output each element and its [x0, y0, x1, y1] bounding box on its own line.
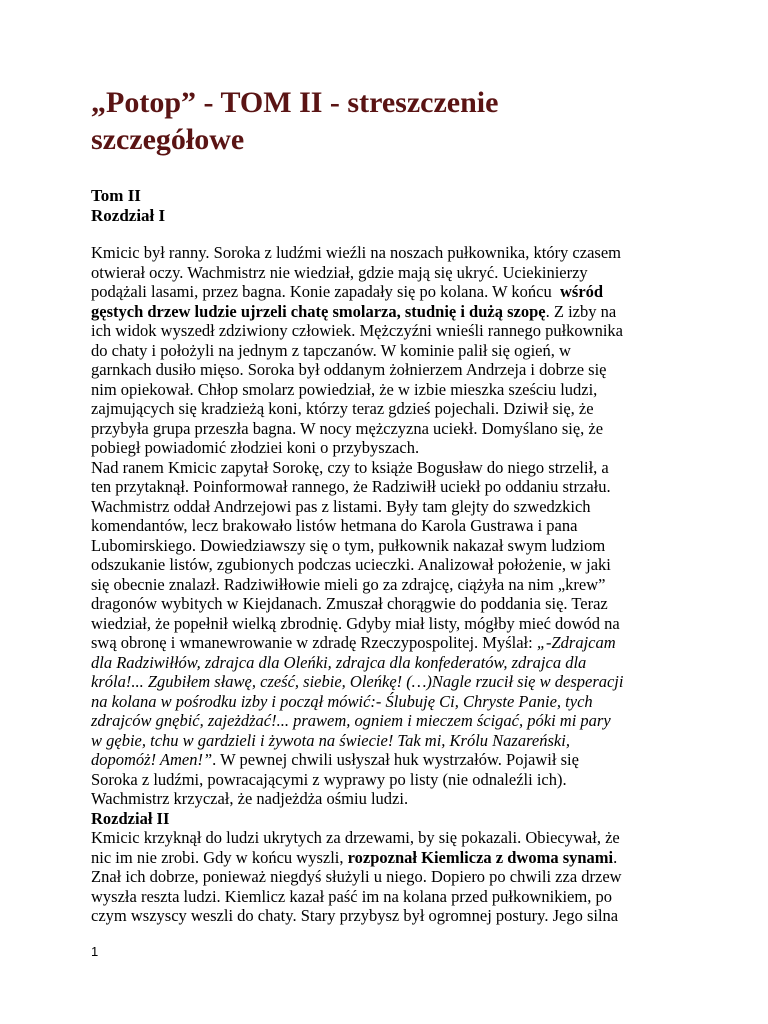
text-run: Kmicic krzyknął do ludzi ukrytych za drzewami, by się pokazali. Obiecywał, że: [91, 828, 620, 847]
bold-text: rozpoznał Kiemlicza z dwoma synami: [347, 847, 614, 867]
text-line: [91, 243, 768, 263]
text-line: [91, 516, 768, 536]
text-run: odszukanie listów, zgubionych podczas ucieczki. Analizował położenie, w jaki: [91, 555, 611, 574]
page-number: 1: [91, 944, 99, 959]
text-line: [91, 419, 768, 439]
text-run: wiedział, że popełnił wielką zbrodnię. Gdyby miał listy, mógłby mieć dowód na: [91, 613, 620, 633]
text-run: nic im nie zrobi. Gdy w końcu wyszli,: [91, 847, 348, 867]
text-line: [91, 438, 768, 458]
text-line: [91, 302, 768, 322]
text-run: komendantów, lecz brakowało listów hetmana do Karola Gustrawa i pana: [91, 516, 578, 535]
italic-text: zdrajców gnębić, zajeżdżać!... prawem, ogniem i mieczem ścigać, póki mi pary: [91, 711, 611, 730]
text-run: Soroka z ludźmi, powracającymi z wyprawy po listy (nie odnaleźli ich).: [91, 769, 567, 789]
italic-text: dopomóż! Amen!”: [91, 750, 213, 769]
text-run: . Z izby na: [545, 301, 617, 321]
italic-text: króla!... Zgubiłem sławę, cześć, siebie, Oleńkę! (…)Nagle rzucił się w desperacji: [91, 672, 624, 691]
text-line: [91, 477, 768, 497]
text-run: Znał ich dobrze, ponieważ niegdyś służyli u niego. Dopiero po chwili zza drzew: [91, 867, 622, 886]
text-line: [91, 263, 768, 283]
text-run: Kmicic był ranny. Soroka z ludźmi wieźli na noszach pułkownika, który czasem: [91, 243, 621, 262]
text-run: Lubomirskiego. Dowiedziawszy się o tym, pułkownik nakazał swym ludziom: [91, 535, 606, 555]
text-line: [91, 809, 768, 829]
text-line: [91, 536, 768, 556]
text-line: [91, 497, 768, 517]
text-line: [91, 906, 768, 926]
text-run: ich widok wyszedł zdziwiony człowiek. Mężczyźni wnieśli rannego pułkownika: [91, 321, 623, 340]
bold-text: Rozdział II: [91, 808, 170, 828]
text-line: [91, 731, 768, 751]
text-line: [91, 711, 768, 731]
text-line: [91, 750, 768, 770]
text-line: [91, 341, 768, 361]
text-line: [91, 867, 768, 887]
text-line: [91, 770, 768, 790]
text-line: [91, 399, 768, 419]
italic-text: w gębie, tchu w gardzieli i żywota na świecie! Tak mi, Królu Nazareński,: [91, 730, 570, 750]
volume-heading: Tom II: [91, 186, 141, 205]
text-line: [91, 672, 768, 692]
bold-text: gęstych drzew ludzie ujrzeli chatę smolarza, studnię i dużą szopę: [91, 301, 546, 321]
text-run: . W pewnej chwili usłyszał huk wystrzałów. Pojawił się: [212, 750, 579, 769]
text-run: zajmujących się kradzieżą koni, którzy teraz gdzieś pojechali. Dziwił się, że: [91, 399, 594, 418]
bold-text: wśród: [560, 282, 604, 301]
text-line: [91, 380, 768, 400]
text-line: [91, 575, 768, 595]
text-run: otwierał oczy. Wachmistrz nie wiedział, gdzie mają się ukryć. Uciekinierzy: [91, 262, 588, 282]
document-title: [91, 84, 731, 158]
text-line: [91, 282, 768, 302]
text-line: [91, 692, 768, 712]
text-run: przybyła grupa przeszła bagna. W nocy mężczyzna uciekł. Domyślano się, że: [91, 418, 604, 438]
title-line-2: szczegółowe: [91, 123, 245, 156]
text-run: wyszła reszta ludzi. Kiemlicz kazał paść im na kolana przed pułkownikiem, po: [91, 886, 612, 906]
text-line: [91, 789, 768, 809]
italic-text: „-Zdrajcam: [536, 633, 616, 652]
text-line: [91, 633, 768, 653]
text-line: [91, 653, 768, 673]
chapter-heading: Rozdział I: [91, 206, 166, 225]
text-run: się obecnie znalazł. Radziwiłłowie mieli go za zdrajcę, ciążyła na nim „krew”: [91, 574, 606, 594]
text-line: [91, 360, 768, 380]
text-line: [91, 828, 768, 848]
italic-text: dla Radziwiłłów, zdrajca dla Oleńki, zdrajca dla konfederatów, zdrajca dla: [91, 652, 587, 672]
text-run: dragonów wybitych w Kiejdanach. Zmuszał chorągwie do poddania się. Teraz: [91, 594, 608, 613]
text-run: czym wszyscy weszli do chaty. Stary przybysz był ogromnej postury. Jego silna: [91, 906, 619, 925]
text-line: [91, 555, 768, 575]
text-line: [91, 594, 768, 614]
text-run: ten przytaknął. Poinformował rannego, że Radziwiłł uciekł po oddaniu strzału.: [91, 477, 611, 496]
text-run: pobiegł powiadomić złodziei koni o przybyszach.: [91, 438, 420, 457]
text-line: [91, 458, 768, 478]
text-run: swą obronę i wmanewrowanie w zdradę Rzeczypospolitej. Myślał:: [91, 633, 537, 652]
text-run: do chaty i położyli na jednym z tapczanów. W kominie palił się ogień, w: [91, 340, 571, 360]
text-line: [91, 848, 768, 868]
text-run: Wachmistrz oddał Andrzejowi pas z listami. Były tam glejty do szwedzkich: [91, 496, 591, 516]
body-text: [91, 243, 768, 926]
text-line: [91, 614, 768, 634]
text-run: Wachmistrz krzyczał, że nadjeżdża ośmiu ludzi.: [91, 789, 409, 808]
text-line: [91, 887, 768, 907]
text-run: nim opiekował. Chłop smolarz powiedział, że w izbie mieszka sześciu ludzi,: [91, 379, 598, 399]
text-run: Nad ranem Kmicic zapytał Sorokę, czy to książe Bogusław do niego strzelił, a: [91, 457, 609, 477]
text-run: .: [613, 847, 618, 867]
title-line-1: „Potop” - TOM II - streszczenie: [91, 86, 499, 119]
italic-text: na kolana w pośrodku izby i począł mówić:- Ślubuję Ci, Chryste Panie, tych: [91, 691, 593, 711]
text-run: garnkach dusiło mięso. Soroka był oddanym żołnierzem Andrzeja i dobrze się: [91, 360, 607, 379]
text-line: [91, 321, 768, 341]
text-run: podążali lasami, przez bagna. Konie zapadały się po kolana. W końcu: [91, 282, 561, 301]
